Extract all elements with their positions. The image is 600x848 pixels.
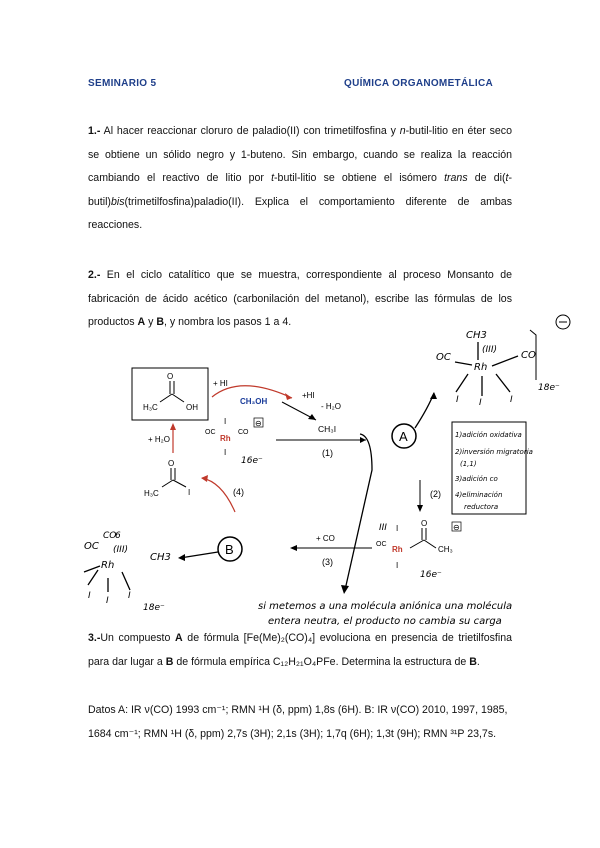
acetic-acid-ch3: H₃C [143,403,158,412]
minus-water-label: - H₂O [321,402,341,411]
label-a: A [399,429,408,444]
methyl-iodide-label: CH₃I [318,424,337,434]
steps-list-1: 1)adición oxidativa [455,431,522,439]
rh2-iii: III [379,523,387,533]
b-i-right: I [128,591,131,601]
plus-water-label: + H₂O [148,435,170,444]
rh2-charge: ⊖ [453,523,460,532]
steps-list-2: 2)inversión migratoria [455,448,533,456]
steps-list-4: 4)eliminación [455,491,503,499]
b-iii: (III) [113,545,128,555]
rh1-i-top: I [224,417,227,426]
b-ch3: CH3 [150,552,171,563]
a-i-left: I [456,395,459,405]
acetyl-iodide-o: O [168,459,175,468]
b-six: 6 [115,531,121,541]
rh2-o: O [421,519,428,528]
a-rh: Rh [474,362,488,373]
rh2-ch3: CH₃ [438,545,453,554]
b-oc: OC [84,541,99,552]
a-i-mid: I [479,398,482,408]
steps-list-3: 3)adición co [455,475,498,483]
b-18e: 18e⁻ [143,603,165,613]
a-oc: OC [436,352,451,363]
acetic-acid-oh: OH [186,403,198,412]
rh1-rh: Rh [220,434,231,443]
rh2-i-top: I [396,524,399,533]
a-co: CO [521,350,536,361]
acetyl-iodide-i: I [188,488,191,497]
rh1-16e: 16e⁻ [241,456,263,466]
question-2: 2.- En el ciclo catalítico que se muestra, correspondiente al proceso Monsanto de fabricación de ácido acético (carbonilación del metanol), escribe las fórmulas de los productos A y B, y nombra los pasos 1 a 4. [88,269,512,328]
step-1-label: (1) [322,448,333,458]
a-ch3: CH3 [466,330,487,341]
step-2-label: (2) [430,489,441,499]
rh1-oc: OC [205,429,216,436]
rh1-co: CO [238,429,249,436]
rh2-rh: Rh [392,545,403,554]
rh2-oc: OC [376,541,387,548]
rh2-i-bottom: I [396,561,399,570]
plus-hi-label-2: +HI [302,391,315,400]
methanol-label: CH₃OH [240,397,268,406]
label-b: B [225,542,234,557]
acetic-acid-o: O [167,372,174,381]
rh1-charge: ⊖ [255,419,262,428]
step-3-label: (3) [322,557,333,567]
a-iii: (III) [482,345,497,355]
b-i-left: I [88,591,91,601]
plus-hi-label: + HI [213,379,228,388]
acetyl-iodide-ch3: H₃C [144,489,159,498]
question-2-number: 2.- [88,269,101,281]
steps-list-2b: (1,1) [460,460,477,468]
a-18e: 18e⁻ [538,383,560,393]
question-3-number: 3.- [88,632,101,644]
b-co: CO [103,531,117,541]
header-subject: QUÍMICA ORGANOMETÁLICA [344,78,493,89]
b-rh: Rh [101,560,115,571]
rh2-16e: 16e⁻ [420,570,442,580]
question-3-data: Datos A: IR ν(CO) 1993 cm⁻¹; RMN ¹H (δ, ppm) 1,8s (6H). B: IR ν(CO) 2010, 1997, 1985, 1684 cm⁻¹; RMN ¹H (δ, ppm) 2,7s (3H); 2,1s (3H); 1,7q (6H); 1,3t (9H); RMN ³¹P 23,7s. [88,704,508,740]
question-1-number: 1.- [88,125,101,137]
question-1: 1.- Al hacer reaccionar cloruro de paladio(II) con trimetilfosfina y n-butil-litio en éter seco se obtiene un sólido negro y 1-buteno. Sin embargo, cuando se realiza la reacción cambiando el reactivo de litio por t-butil-litio se obtiene el isómero trans de di(t-butil)bis(trimetilfosfina)paladio(II). Explica el comportamiento diferente de ambas reacciones. [88,125,512,231]
rh1-i-bottom: I [224,448,227,457]
a-i-right: I [510,395,513,405]
step-4-label: (4) [233,487,244,497]
note-line-2: entera neutra, el producto no cambia su carga [268,616,502,627]
note-line-1: si metemos a una molécula aniónica una molécula [258,601,513,612]
plus-co-label: + CO [316,534,335,543]
header-seminar: SEMINARIO 5 [88,78,157,89]
b-i-mid: I [106,596,109,606]
question-3: 3.-Un compuesto A de fórmula [Fe(Me)₂(CO)₄] evoluciona en presencia de trietilfosfina para dar lugar a B de fórmula empírica C₁₂H₂₁O₄PFe. Determina la estructura de B. [88,632,512,668]
steps-list-4b: reductora [464,503,499,511]
